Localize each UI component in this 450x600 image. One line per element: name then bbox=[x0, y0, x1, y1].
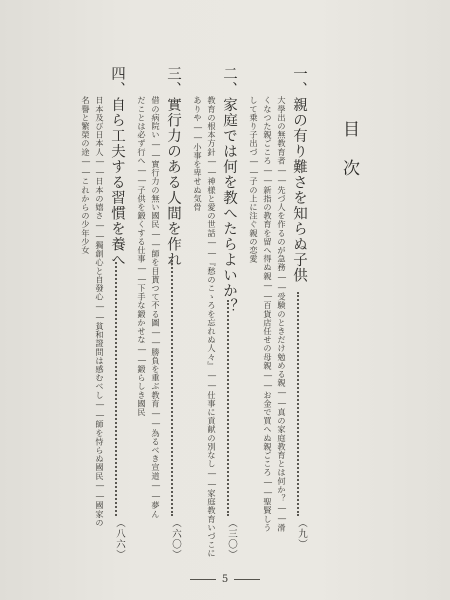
folio-dash-right bbox=[234, 579, 260, 580]
section-4-page-number: （八六） bbox=[114, 518, 125, 560]
folio-number: 5 bbox=[221, 574, 229, 585]
section-1-subline-3: して乗り子出づ――子の上に注ぐ親の恋愛 bbox=[249, 96, 259, 263]
section-1-subline-2: くなつた親ごころ――新指の教育を留へ得ぬ親――百貨店任せの母親――お金で買へぬ親ごころ――聖賢しう bbox=[263, 96, 273, 532]
section-3-subline-2: だことは必ず行へ――子供を鍛くする仕事――下手な鍛かせな――鍛らしき國民 bbox=[137, 96, 147, 417]
section-3-dot-leader bbox=[171, 260, 173, 516]
section-4-subline-1: 日本及び日本人――日本の嬉さ――獨創心と自發心――貧和證問は感むべし――師を恃らぬ國民――國家の bbox=[95, 96, 105, 527]
section-2-heading: 二、家庭では何を教へたらよいか？ bbox=[221, 66, 237, 314]
folio-dash-left bbox=[190, 579, 216, 580]
section-2-page-number: （三〇） bbox=[226, 518, 237, 560]
section-3-page-number: （六〇） bbox=[170, 518, 181, 560]
section-2-subline-1: 教育の根本方針――神様と愛の世話――『愁のこゝろを忘れぬ人々』――仕事に貢献の別なし――家庭教育いづこに bbox=[207, 96, 217, 558]
section-1-page-number: （九） bbox=[296, 518, 307, 550]
section-3-heading: 三、實行力のある人間を作れ bbox=[165, 66, 181, 268]
section-2-subline-2: ありや――小事を卑せぬ気骨 bbox=[193, 96, 203, 212]
page-folio bbox=[0, 574, 450, 585]
section-4-dot-leader bbox=[115, 262, 117, 516]
section-3-subline-1: 借の病院い――實行力の無い國民――師を目貰つて不る圖――勝負を重ぶ教育――為るべき宣道――夢ん bbox=[151, 96, 161, 519]
page-title: 目次 bbox=[339, 120, 359, 198]
section-4-heading: 四、自ら工夫する習慣を養へ bbox=[109, 66, 125, 268]
section-1-subline-1: 大學出の無教育者――先づ人を作るのが急務――受験のときだけ勉める親――真の家庭教育とは何か？――滑 bbox=[277, 96, 287, 532]
section-1-dot-leader bbox=[297, 292, 299, 516]
section-1-heading: 一、親の有り難さを知らぬ子供 bbox=[291, 66, 307, 283]
section-2-dot-leader bbox=[227, 300, 229, 516]
section-4-subline-2: 名譽と繁榮の途――これからの少年少女 bbox=[81, 96, 91, 255]
